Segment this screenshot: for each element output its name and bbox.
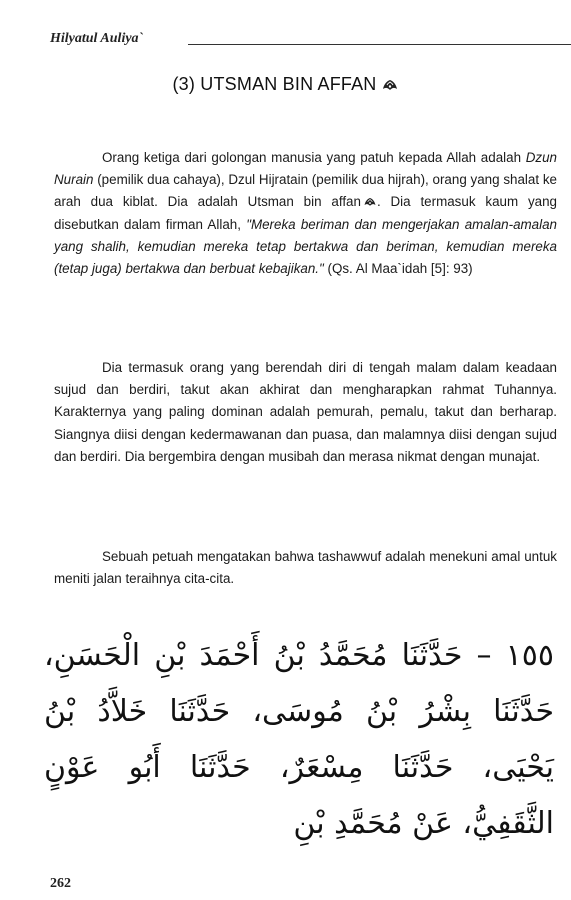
p2-text: Dia termasuk orang yang berendah diri di tengah malam dalam keadaan sujud dan berdiri, takut akan akhirat dan mengharapkan rahmat Tuhannya. Karakternya yang paling dominan adalah pemurah, pemalu, takut dan berharap. Siangnya diisi dengan kedermawanan dan puasa, dan malamnya diisi dengan sujud dan berdiri. Dia bergembira dengan musibah dan merasa nikmat dengan munajat. [54, 360, 557, 464]
radhiyallahu-anhu-icon [381, 78, 399, 91]
running-title: Hilyatul Auliya` [50, 31, 144, 46]
page-number: 262 [50, 876, 71, 891]
p1-dzun-nurain: Dzun Nurain [54, 150, 557, 188]
p1-text-c: (pemilik dua cahaya), Dzul Hijratain (pemilik dua hijrah), orang yang shalat ke arah dua kiblat. Dia adalah Utsman bin affan [54, 172, 557, 210]
p1-text-d: . Dia termasuk kaum yang disebutkan dalam firman Allah, [54, 194, 558, 232]
radhiyallahu-anhu-inline-icon [363, 196, 377, 207]
p1-citation: (Qs. Al Maa`idah [5]: 93) [323, 261, 473, 277]
chapter-title-text: (3) UTSMAN BIN AFFAN [172, 74, 377, 94]
arabic-hadith-text: ١٥٥ – حَدَّثَنَا مُحَمَّدُ بْنُ أَحْمَدَ بْنِ الْحَسَنِ، حَدَّثَنَا بِشْرُ بْنُ مُوسَى، حَدَّثَنَا خَلاَّدُ بْنُ يَحْيَى، حَدَّثَنَا مِسْعَرٌ، حَدَّثَنَا أَبُو عَوْنٍ الثَّقَفِيُّ، عَنْ مُحَمَّدِ بْنِ [44, 638, 554, 841]
header-rule [188, 44, 571, 45]
chapter-title [0, 74, 571, 95]
p3-text: Sebuah petuah mengatakan bahwa tashawwuf adalah menekuni amal untuk meniti jalan teraihnya cita-cita. [54, 549, 557, 587]
running-header [50, 31, 550, 53]
p1-text-a: Orang ketiga dari golongan manusia yang patuh kepada Allah adalah [102, 150, 526, 165]
paragraph-1 [54, 147, 557, 280]
p1-quran-quote: "Mereka beriman dan mengerjakan amalan-amalan yang shalih, kemudian mereka tetap bertakwa dan beriman, kemudian mereka (tetap juga) bertakwa dan berbuat kebajikan." [54, 216, 557, 277]
paragraph-2 [54, 357, 557, 468]
paragraph-3 [54, 546, 557, 590]
